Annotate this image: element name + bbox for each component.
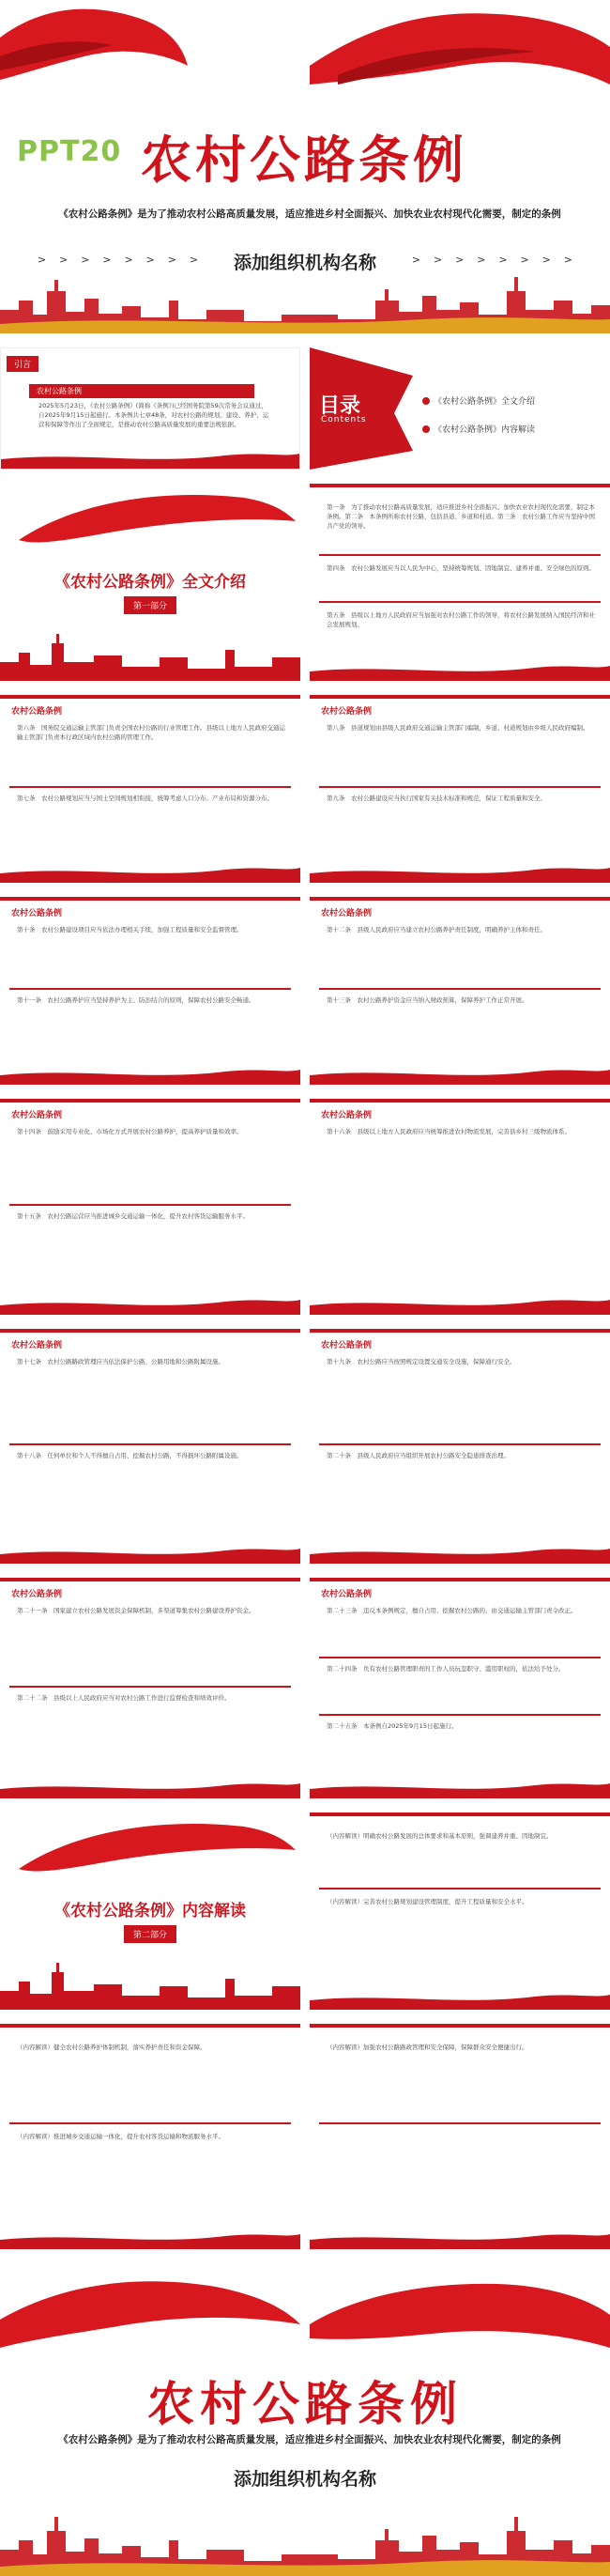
article-text: 第一条 为了推动农村公路高质量发展，适应推进乡村全面振兴、加快农业农村现代化需要，制定本条例。第二条 本条例所称农村公路，包括县道、乡道和村道。第三条 农村公路工作应当坚持中国共产党的领导。 (327, 503, 595, 530)
arrow-glyph: > (102, 254, 112, 266)
article-text: 第十三条 农村公路养护资金应当纳入财政预算，保障养护工作正常开展。 (327, 996, 528, 1004)
bottom-wave-decoration (310, 862, 610, 883)
article-slide (310, 484, 610, 681)
toc-item-2[interactable] (422, 423, 535, 435)
interpretation-slide (310, 2024, 610, 2249)
row-articles (0, 1099, 610, 1315)
arrow-glyph: > (59, 254, 69, 266)
row-articles (0, 695, 610, 883)
top-bar (310, 695, 610, 699)
interpretation-slide (0, 2024, 300, 2249)
intro-tag: 引言 (7, 356, 38, 372)
top-bar (310, 484, 610, 487)
divider (9, 2122, 291, 2124)
article-text: 第十六条 县级以上地方人民政府应当统筹推进农村物流发展，完善县乡村三级物流体系。 (327, 1128, 571, 1135)
divider (9, 786, 291, 788)
arrow-glyph: > (81, 254, 90, 266)
article-text: 第六条 国务院交通运输主管部门负责全国农村公路的行业管理工作。县级以上地方人民政府交通运输主管部门负责本行政区域内农村公路的管理工作。 (17, 724, 285, 741)
bottom-wave-decoration (310, 2229, 610, 2249)
top-bar (310, 1099, 610, 1103)
top-bar (0, 1329, 300, 1333)
card-tag: 农村公路条例 (321, 1590, 373, 1599)
city-skyline-decoration (0, 629, 300, 681)
cover-subtitle: 《农村公路条例》是为了推动农村公路高质量发展，适应推进乡村全面振兴、加快农业农村现代化需要，制定的条例 (58, 208, 561, 220)
arrow-glyph: > (189, 254, 199, 266)
top-bar (0, 695, 300, 699)
toc-item-1[interactable] (422, 394, 535, 407)
divider (9, 1686, 291, 1688)
bottom-wave-decoration (0, 2229, 300, 2249)
bottom-wave-decoration (310, 1778, 610, 1798)
article-slide (310, 897, 610, 1085)
top-bar (310, 1812, 610, 1816)
divider (319, 786, 601, 788)
ribbon-decoration (0, 1812, 300, 1878)
divider (319, 1714, 601, 1716)
toc-slide (310, 347, 610, 470)
toc-title: 目录 (319, 394, 361, 418)
arrow-glyph: > (498, 254, 508, 266)
article-text: 第十条 农村公路建设项目应当依法办理相关手续，加强工程质量和安全监督管理。 (17, 926, 243, 933)
article-text: 第二十四条 负有农村公路管理职责的工作人员玩忽职守、滥用职权的，依法给予处分。 (327, 1664, 565, 1673)
article-slide (0, 1578, 300, 1798)
city-skyline-decoration (0, 2507, 610, 2576)
row-articles (0, 1578, 610, 1798)
bottom-wave-decoration (310, 1543, 610, 1564)
top-bar (0, 1578, 300, 1581)
ribbon-left-decoration (0, 2273, 300, 2357)
top-bar (0, 897, 300, 901)
arrow-glyph: > (167, 254, 176, 266)
article-slide (0, 897, 300, 1085)
row-articles (0, 1329, 610, 1564)
city-skyline-decoration (0, 1958, 300, 2010)
card-tag: 农村公路条例 (11, 1590, 63, 1599)
divider (9, 1443, 291, 1445)
top-bar (0, 1099, 300, 1103)
arrow-glyph: > (541, 254, 551, 266)
article-text: 第二十三条 违反本条例规定，擅自占用、挖掘农村公路的，由交通运输主管部门责令改正。 (327, 1607, 577, 1614)
cover-slide (0, 0, 610, 333)
card-tag: 农村公路条例 (11, 707, 63, 717)
article-text: 第四条 农村公路发展应当以人民为中心，坚持统筹规划、因地制宜、建养并重、安全绿色的原则。 (327, 564, 595, 572)
intro-slide (0, 347, 300, 470)
article-text: 第七条 农村公路规划应当与国土空间规划相衔接，统筹考虑人口分布、产业布局和资源分布。 (17, 794, 273, 802)
bottom-wave-decoration (1, 448, 299, 469)
intro-text: 2025年5月23日，《农村公路条例》(简称《条例》)已经国务院第59次常务会议通过，自2025年9月15日起施行。本条例共七章48条，对农村公路的规划、建设、养护、运营和保障等作出了全面规定，是推动农村公路高质量发展的重要法规依据。 (38, 402, 269, 428)
arrow-glyph: > (145, 254, 155, 266)
divider (319, 1657, 601, 1658)
card-tag: 农村公路条例 (321, 1341, 373, 1350)
logo-text: PPT20 (17, 135, 122, 168)
article-text: 第二十条 县级人民政府应当组织开展农村公路安全隐患排查治理。 (327, 1452, 510, 1459)
section1-title: 《农村公路条例》全文介绍 (54, 573, 246, 592)
bottom-wave-decoration (0, 1543, 300, 1564)
bottom-wave-decoration (310, 660, 610, 681)
divider (319, 601, 601, 603)
article-text: 第八条 县道规划由县级人民政府交通运输主管部门编制，乡道、村道规划由乡级人民政府编制。 (327, 724, 589, 732)
section2-slide (0, 1812, 300, 2010)
arrow-glyph: > (477, 254, 486, 266)
article-text: 第九条 农村公路建设应当执行国家有关技术标准和规范，保证工程质量和安全。 (327, 794, 546, 802)
toc-item-label: 《农村公路条例》全文介绍 (434, 397, 536, 407)
bottom-wave-decoration (310, 1989, 610, 2010)
top-bar (310, 897, 610, 901)
divider (319, 2122, 601, 2124)
divider (319, 1888, 601, 1890)
top-bar (0, 2024, 300, 2028)
divider (9, 1204, 291, 1206)
article-slide (0, 1329, 300, 1564)
bottom-wave-decoration (0, 1778, 300, 1798)
arrow-glyph: > (124, 254, 133, 266)
ribbon-right-decoration (310, 2273, 610, 2357)
section2-badge: 第二部分 (124, 1925, 176, 1943)
divider (319, 1443, 601, 1445)
article-slide (0, 1099, 300, 1315)
top-bar (310, 1578, 610, 1581)
ribbon-decoration (0, 484, 300, 549)
interpretation-text: （内容解读）健全农村公路养护体制机制，落实养护责任和资金保障。 (17, 2044, 206, 2051)
arrow-glyph: > (455, 254, 465, 266)
bottom-wave-decoration (0, 1294, 300, 1315)
article-slide (0, 695, 300, 883)
article-text: 第十九条 农村公路应当按照规定设置交通安全设施，保障通行安全。 (327, 1358, 516, 1365)
closing-title: 农村公路条例 (147, 2377, 463, 2431)
top-bar (310, 2024, 610, 2028)
row-interpretation (0, 2024, 610, 2249)
bottom-wave-decoration (0, 1064, 300, 1085)
interpretation-text: （内容解读）明确农村公路发展的总体要求和基本原则，强调建养并重、因地制宜。 (327, 1832, 553, 1840)
row-articles (0, 897, 610, 1085)
ppt20-logo (17, 135, 121, 168)
article-text: 第十七条 农村公路路政管理应当依法保护公路、公路用地和公路附属设施。 (17, 1358, 224, 1365)
section1-slide (0, 484, 300, 681)
interpretation-text: （内容解读）推进城乡交通运输一体化，提升农村客货运输和物流服务水平。 (17, 2133, 224, 2140)
article-slide (310, 1099, 610, 1315)
closing-organization-name: 添加组织机构名称 (233, 2469, 376, 2490)
section1-badge: 第一部分 (124, 596, 176, 614)
ribbon-right-decoration (310, 0, 610, 94)
divider (319, 554, 601, 556)
article-text: 第十四条 鼓励采用专业化、市场化方式开展农村公路养护，提高养护质量和效率。 (17, 1128, 243, 1135)
toc-item-label: 《农村公路条例》内容解读 (434, 425, 536, 435)
card-tag: 农村公路条例 (321, 707, 373, 717)
divider (9, 988, 291, 990)
interpretation-text: （内容解读）加强农村公路路政管理和安全保障，保障群众安全便捷出行。 (327, 2044, 528, 2051)
article-text: 第十五条 农村公路运营应当推进城乡交通运输一体化，提升农村客货运输服务水平。 (17, 1212, 249, 1220)
arrow-glyph: > (38, 254, 47, 266)
top-bar (310, 1329, 610, 1333)
section2-title: 《农村公路条例》内容解读 (54, 1902, 246, 1920)
city-skyline-decoration (0, 272, 610, 333)
intro-header: 农村公路条例 (29, 384, 254, 398)
bullet-icon (422, 425, 430, 433)
article-text: 第十八条 任何单位和个人不得擅自占用、挖掘农村公路，不得损坏公路附属设施。 (17, 1452, 243, 1459)
arrow-glyph: > (411, 254, 421, 266)
closing-subtitle: 《农村公路条例》是为了推动农村公路高质量发展，适应推进乡村全面振兴、加快农业农村现代化需要，制定的条例 (58, 2434, 561, 2445)
card-tag: 农村公路条例 (321, 1111, 373, 1120)
closing-slide (0, 2273, 610, 2576)
article-text: 第二十五条 本条例自2025年9月15日起施行。 (327, 1722, 458, 1731)
row-section1 (0, 484, 610, 681)
bullet-icon (422, 397, 430, 405)
interpretation-slide (310, 1812, 610, 2010)
article-slide (310, 1578, 610, 1798)
arrow-glyph: > (520, 254, 529, 266)
article-text: 第十二条 县级人民政府应当建立农村公路养护责任制度，明确养护主体和责任。 (327, 926, 546, 933)
card-tag: 农村公路条例 (11, 1111, 63, 1120)
divider (319, 988, 601, 990)
bottom-wave-decoration (310, 1294, 610, 1315)
interpretation-text: （内容解读）完善农村公路规划建设管理制度，提升工程质量和安全水平。 (327, 1898, 528, 1905)
article-slide (310, 1329, 610, 1564)
article-text: 第二十一条 国家建立农村公路发展资金保障机制，多渠道筹集农村公路建设养护资金。 (17, 1607, 255, 1614)
row-section2 (0, 1812, 610, 2010)
card-tag: 农村公路条例 (11, 1341, 63, 1350)
article-slide (310, 695, 610, 883)
article-text: 第十一条 农村公路养护应当坚持养护为主、防治结合的原则，保障农村公路安全畅通。 (17, 996, 255, 1004)
article-text: 第五条 县级以上地方人民政府应当加强对农村公路工作的领导，将农村公路发展纳入国民经济和社会发展规划。 (327, 611, 595, 628)
arrow-glyph: > (434, 254, 443, 266)
organization-name: 添加组织机构名称 (233, 253, 376, 273)
arrow-glyph: > (563, 254, 572, 266)
row-intro-toc (0, 347, 610, 470)
toc-subtitle: Contents (321, 415, 367, 424)
card-tag: 农村公路条例 (321, 909, 373, 918)
ribbon-left-decoration (0, 0, 188, 85)
cover-title: 农村公路条例 (141, 131, 467, 190)
article-text: 第二十二条 县级以上人民政府应当对农村公路工作进行监督检查和绩效评价。 (17, 1693, 231, 1702)
bottom-wave-decoration (0, 862, 300, 883)
card-tag: 农村公路条例 (11, 909, 63, 918)
bottom-wave-decoration (310, 1064, 610, 1085)
